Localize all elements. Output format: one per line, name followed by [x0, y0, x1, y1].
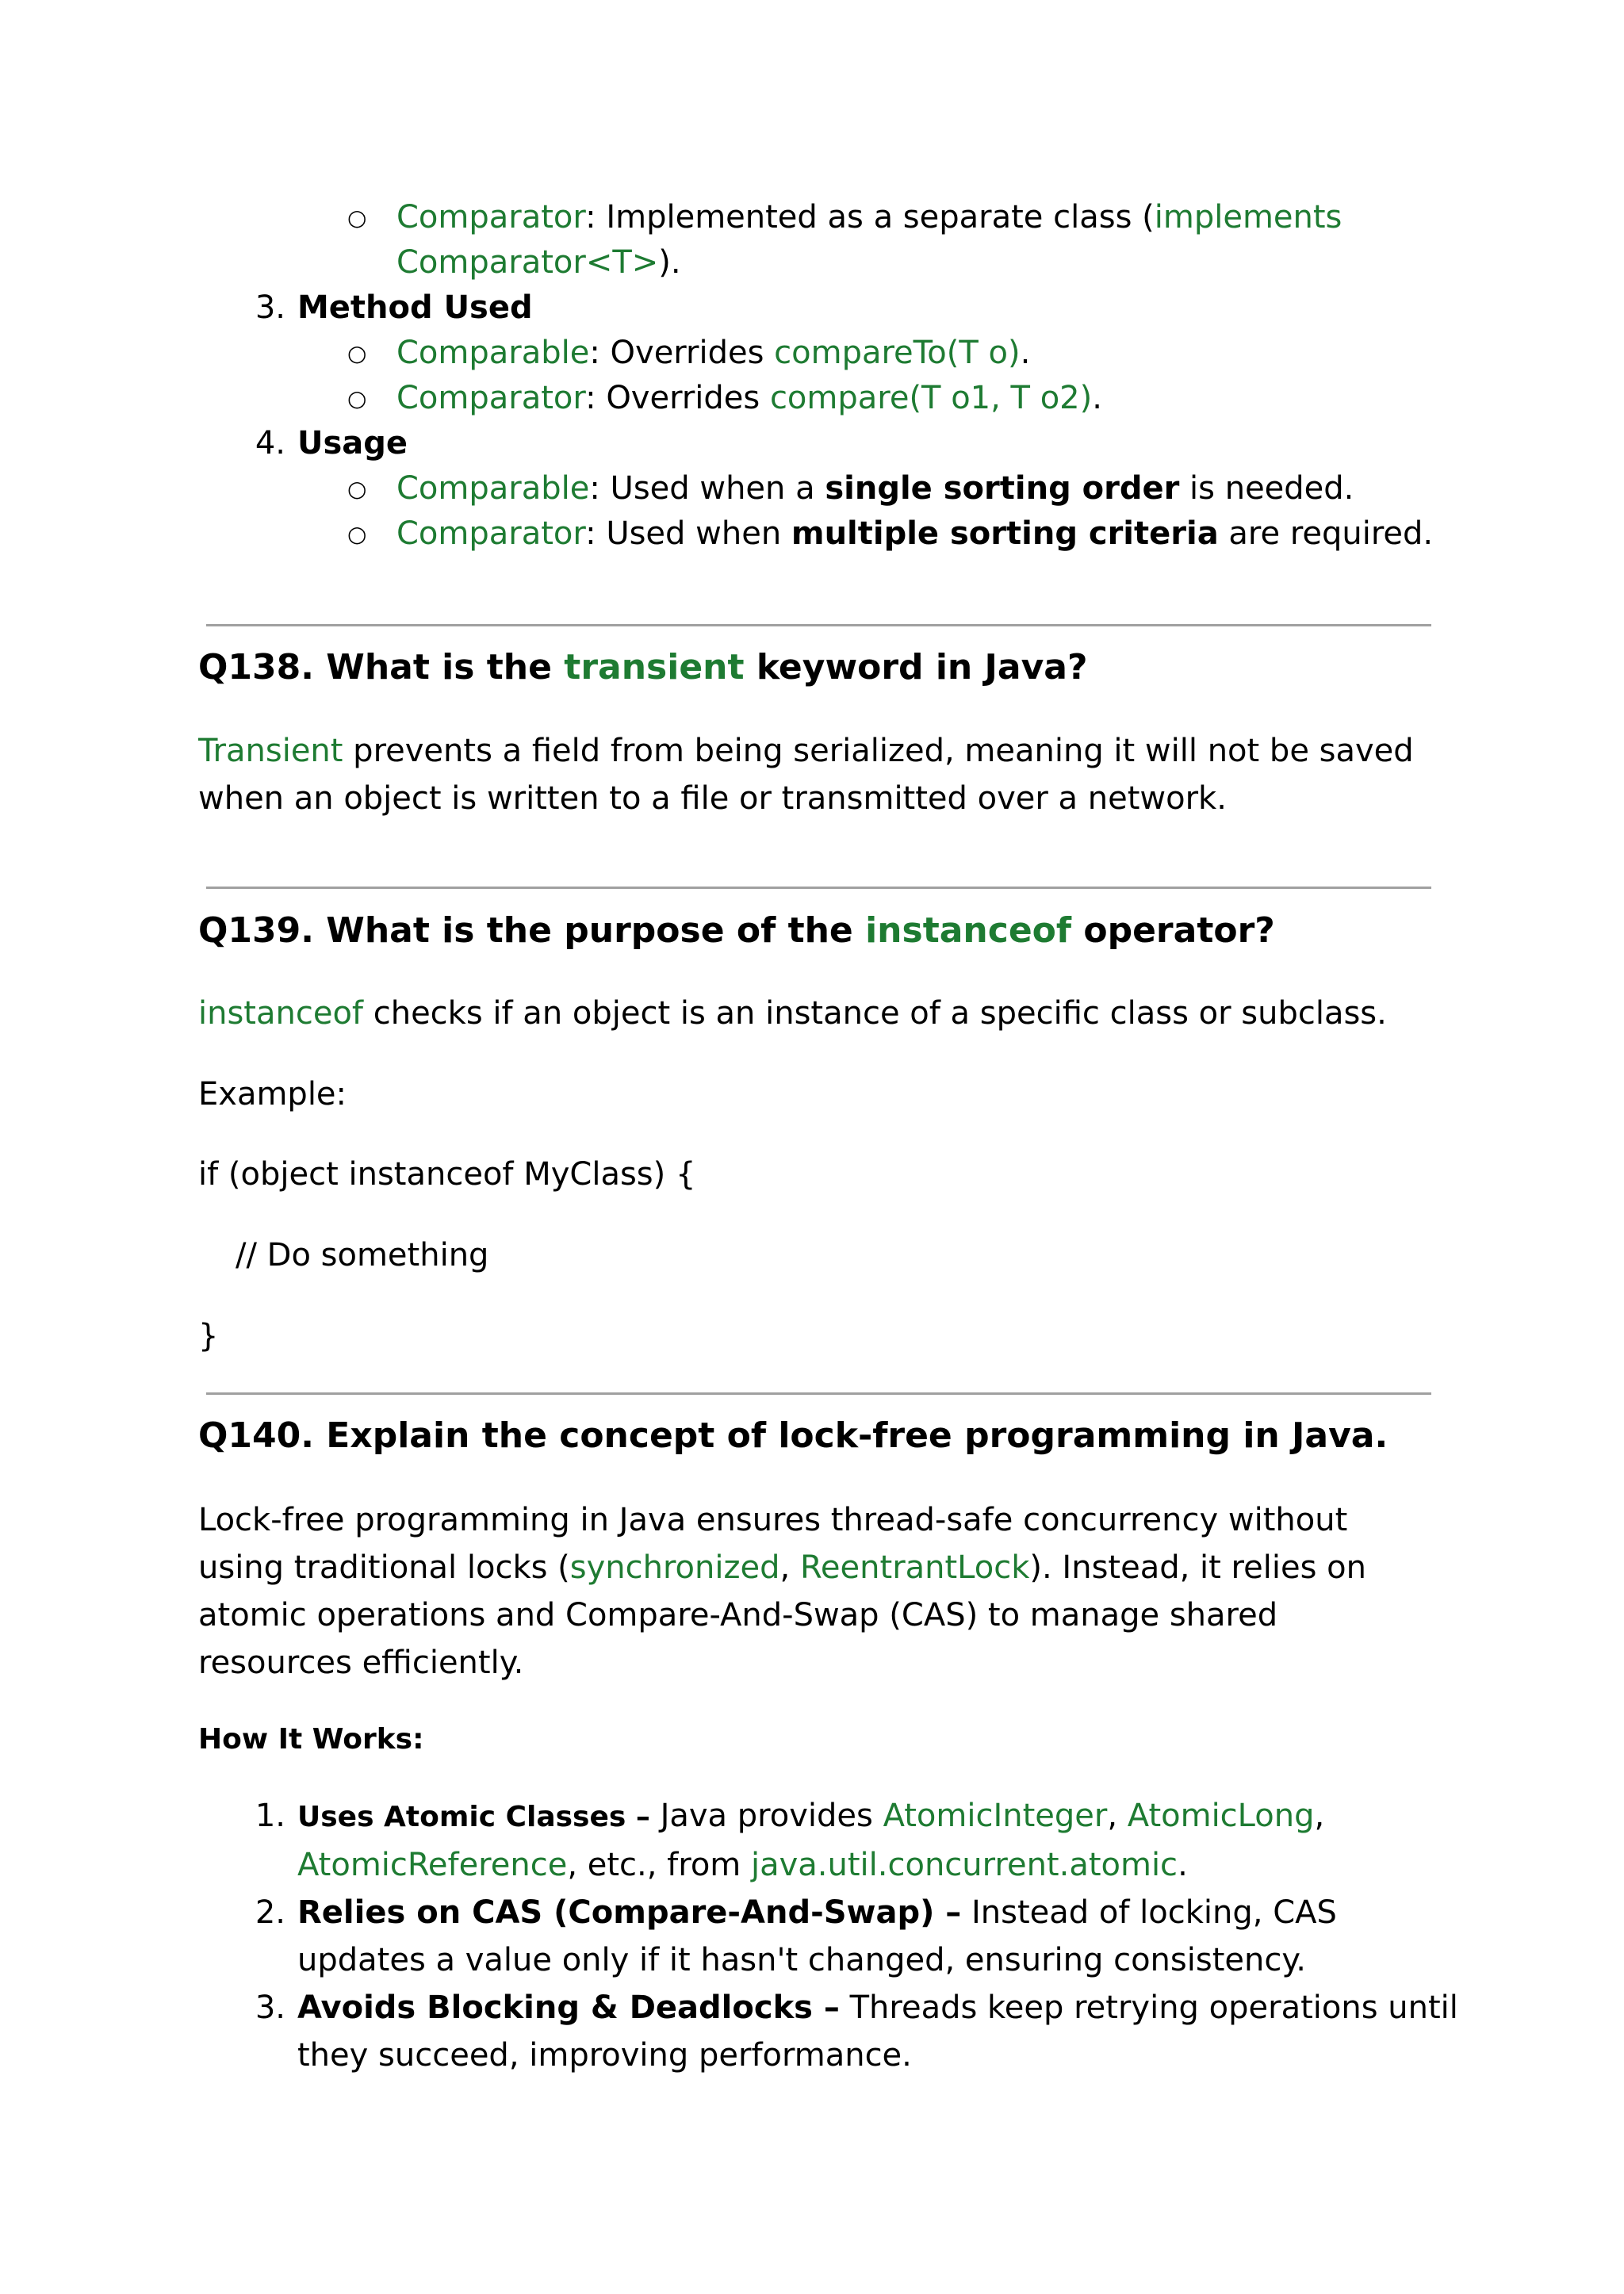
list-text: : Overrides	[585, 380, 770, 416]
list-text: ).	[658, 244, 681, 281]
question-heading-q140: Q140. Explain the concept of lock-free programming in Java.	[198, 1415, 1388, 1456]
answer-q140	[198, 1496, 1435, 1687]
list-item-title: Uses Atomic Classes –	[297, 1801, 650, 1833]
horizontal-rule	[206, 887, 1431, 889]
top-list	[198, 195, 1467, 557]
how-it-works-list	[198, 1792, 1467, 2079]
code-term: AtomicLong	[1127, 1798, 1315, 1834]
code-line: }	[198, 1318, 219, 1354]
bold-text: single sorting order	[825, 470, 1180, 507]
answer-q139	[198, 990, 1435, 1037]
list-item	[198, 1984, 1467, 2079]
list-subitem	[198, 466, 1467, 511]
code-term: Comparator<T>	[396, 244, 659, 281]
bold-text: multiple sorting criteria	[791, 515, 1219, 552]
list-item	[198, 421, 1467, 466]
code-term: instanceof	[198, 995, 364, 1032]
heading-text: operator?	[1071, 910, 1275, 951]
code-term: java.util.concurrent.atomic	[750, 1847, 1178, 1883]
code-term: synchronized	[569, 1549, 780, 1586]
list-subitem	[198, 376, 1467, 421]
list-item-title: Method Used	[297, 289, 533, 326]
list-number: 2.	[255, 1894, 285, 1931]
bullet-icon: ○	[347, 521, 367, 547]
answer-text: ,	[779, 1549, 800, 1586]
code-term: Comparable	[396, 470, 590, 507]
heading-text: Q138. What is the	[198, 647, 565, 687]
list-item	[198, 1792, 1467, 1889]
list-text: Java provides	[649, 1798, 883, 1834]
code-term: Comparator	[396, 199, 586, 236]
list-subitem	[198, 331, 1467, 376]
horizontal-rule	[206, 624, 1431, 626]
answer-text: using traditional locks (	[198, 1549, 570, 1586]
list-text: : Overrides	[589, 335, 775, 371]
list-number: 4.	[255, 425, 285, 461]
list-item-title: Usage	[297, 425, 408, 461]
answer-text: atomic operations and Compare-And-Swap (CAS) to manage shared	[198, 1597, 1278, 1633]
question-heading-q139	[198, 907, 1275, 955]
list-number: 3.	[255, 289, 285, 326]
list-text: Instead of locking, CAS	[961, 1894, 1337, 1931]
bullet-icon: ○	[347, 205, 367, 231]
list-text: are required.	[1218, 515, 1434, 552]
list-text: , etc., from	[567, 1847, 751, 1883]
list-number: 3.	[255, 1990, 285, 2026]
list-text: is needed.	[1179, 470, 1354, 507]
bullet-icon: ○	[347, 340, 367, 366]
code-term: Comparator	[396, 515, 586, 552]
code-term: Transient	[198, 733, 343, 769]
subheading: How It Works:	[198, 1723, 424, 1756]
bullet-icon: ○	[347, 476, 367, 502]
code-term: implements	[1154, 199, 1342, 236]
list-item-title: Avoids Blocking & Deadlocks –	[297, 1990, 840, 2026]
list-subitem	[198, 195, 1467, 240]
heading-keyword: instanceof	[865, 910, 1072, 951]
heading-text: keyword in Java?	[744, 647, 1088, 687]
list-text: updates a value only if it hasn't changed, ensuring consistency.	[297, 1942, 1307, 1978]
list-text: : Used when	[585, 515, 791, 552]
question-heading-q138	[198, 644, 1088, 691]
answer-text: checks if an object is an instance of a specific class or subclass.	[363, 995, 1387, 1032]
answer-text: resources efficiently.	[198, 1645, 524, 1681]
answer-q138	[198, 727, 1435, 822]
code-term: AtomicInteger	[883, 1798, 1108, 1834]
list-text: .	[1092, 380, 1102, 416]
list-item	[198, 285, 1467, 331]
answer-text: ). Instead, it relies on	[1029, 1549, 1366, 1586]
list-text: : Implemented as a separate class (	[585, 199, 1155, 236]
example-label: Example:	[198, 1076, 347, 1113]
answer-text: prevents a field from being serialized, meaning it will not be saved	[343, 733, 1414, 769]
list-subitem	[198, 511, 1467, 557]
code-line: if (object instanceof MyClass) {	[198, 1156, 696, 1193]
list-item	[198, 1889, 1467, 1984]
list-text: Threads keep retrying operations until	[839, 1990, 1458, 2026]
list-text: ,	[1107, 1798, 1128, 1834]
heading-keyword: transient	[564, 647, 745, 687]
code-term: Comparable	[396, 335, 590, 371]
bullet-icon: ○	[347, 385, 367, 412]
list-text: .	[1178, 1847, 1188, 1883]
heading-text: Q139. What is the purpose of the	[198, 910, 866, 951]
code-line: // Do something	[236, 1237, 489, 1273]
list-subitem-cont	[198, 240, 1467, 285]
list-item-title: Relies on CAS (Compare-And-Swap) –	[297, 1894, 962, 1931]
code-term: compare(T o1, T o2)	[769, 380, 1093, 416]
code-term: compareTo(T o)	[774, 335, 1021, 371]
horizontal-rule	[206, 1392, 1431, 1395]
list-text: they succeed, improving performance.	[297, 2037, 912, 2074]
code-term: AtomicReference	[297, 1847, 568, 1883]
list-text: .	[1020, 335, 1031, 371]
list-number: 1.	[255, 1798, 285, 1834]
list-text: : Used when a	[589, 470, 825, 507]
answer-text: when an object is written to a file or transmitted over a network.	[198, 780, 1227, 817]
answer-text: Lock-free programming in Java ensures thread-safe concurrency without	[198, 1502, 1348, 1538]
code-term: Comparator	[396, 380, 586, 416]
code-term: ReentrantLock	[799, 1549, 1030, 1586]
list-text: ,	[1314, 1798, 1325, 1834]
